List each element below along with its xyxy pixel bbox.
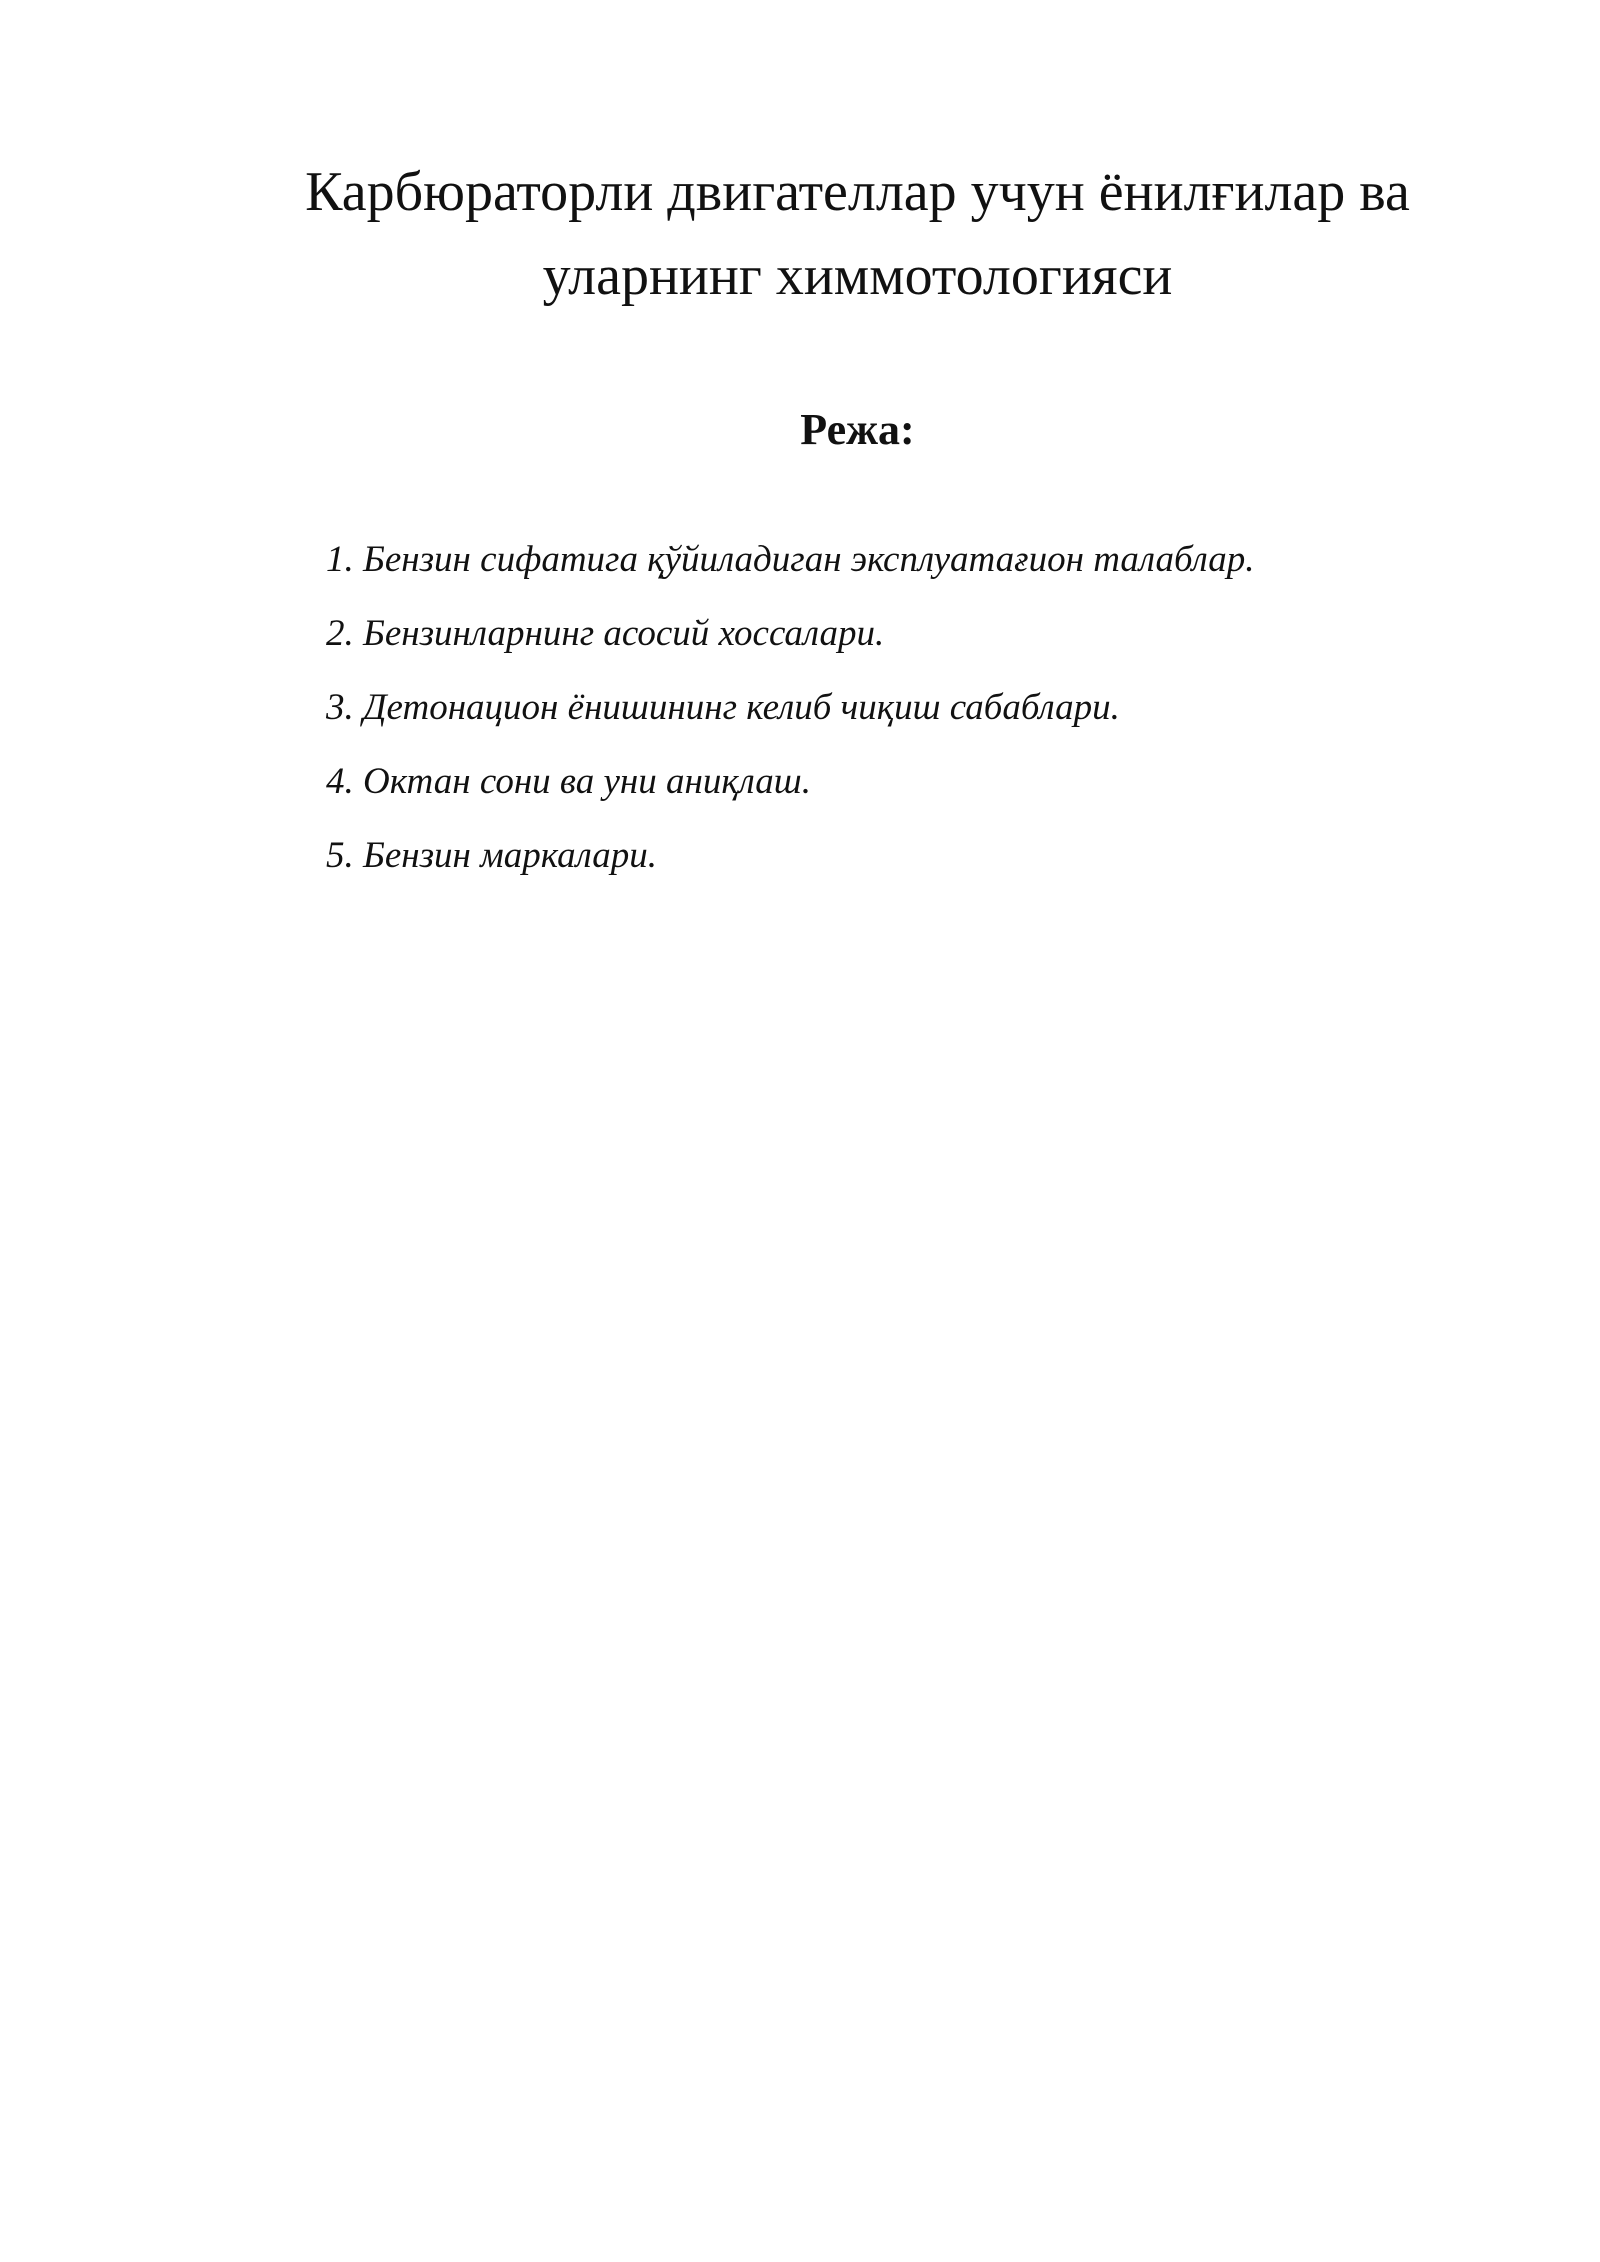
plan-item: 2. Бензинларнинг асосий хоссалари. xyxy=(326,613,885,654)
plan-item: 3. Детонацион ёнишининг келиб чиқиш сабаблари. xyxy=(326,687,1120,728)
document-title-line-1: Карбюраторли двигателлар учун ёнилғилар ва xyxy=(305,161,1410,223)
plan-item: 5. Бензин маркалари. xyxy=(326,835,657,876)
document-title-line-2: уларнинг химмотологияси xyxy=(542,245,1173,307)
plan-list xyxy=(326,530,1476,900)
plan-item: 1. Бензин сифатига қўйиладиган эксплуатағион талаблар. xyxy=(326,539,1255,580)
plan-item: 4. Октан сони ва уни аниқлаш. xyxy=(326,761,811,802)
plan-heading: Режа: xyxy=(800,405,915,454)
document-title xyxy=(230,150,1485,318)
